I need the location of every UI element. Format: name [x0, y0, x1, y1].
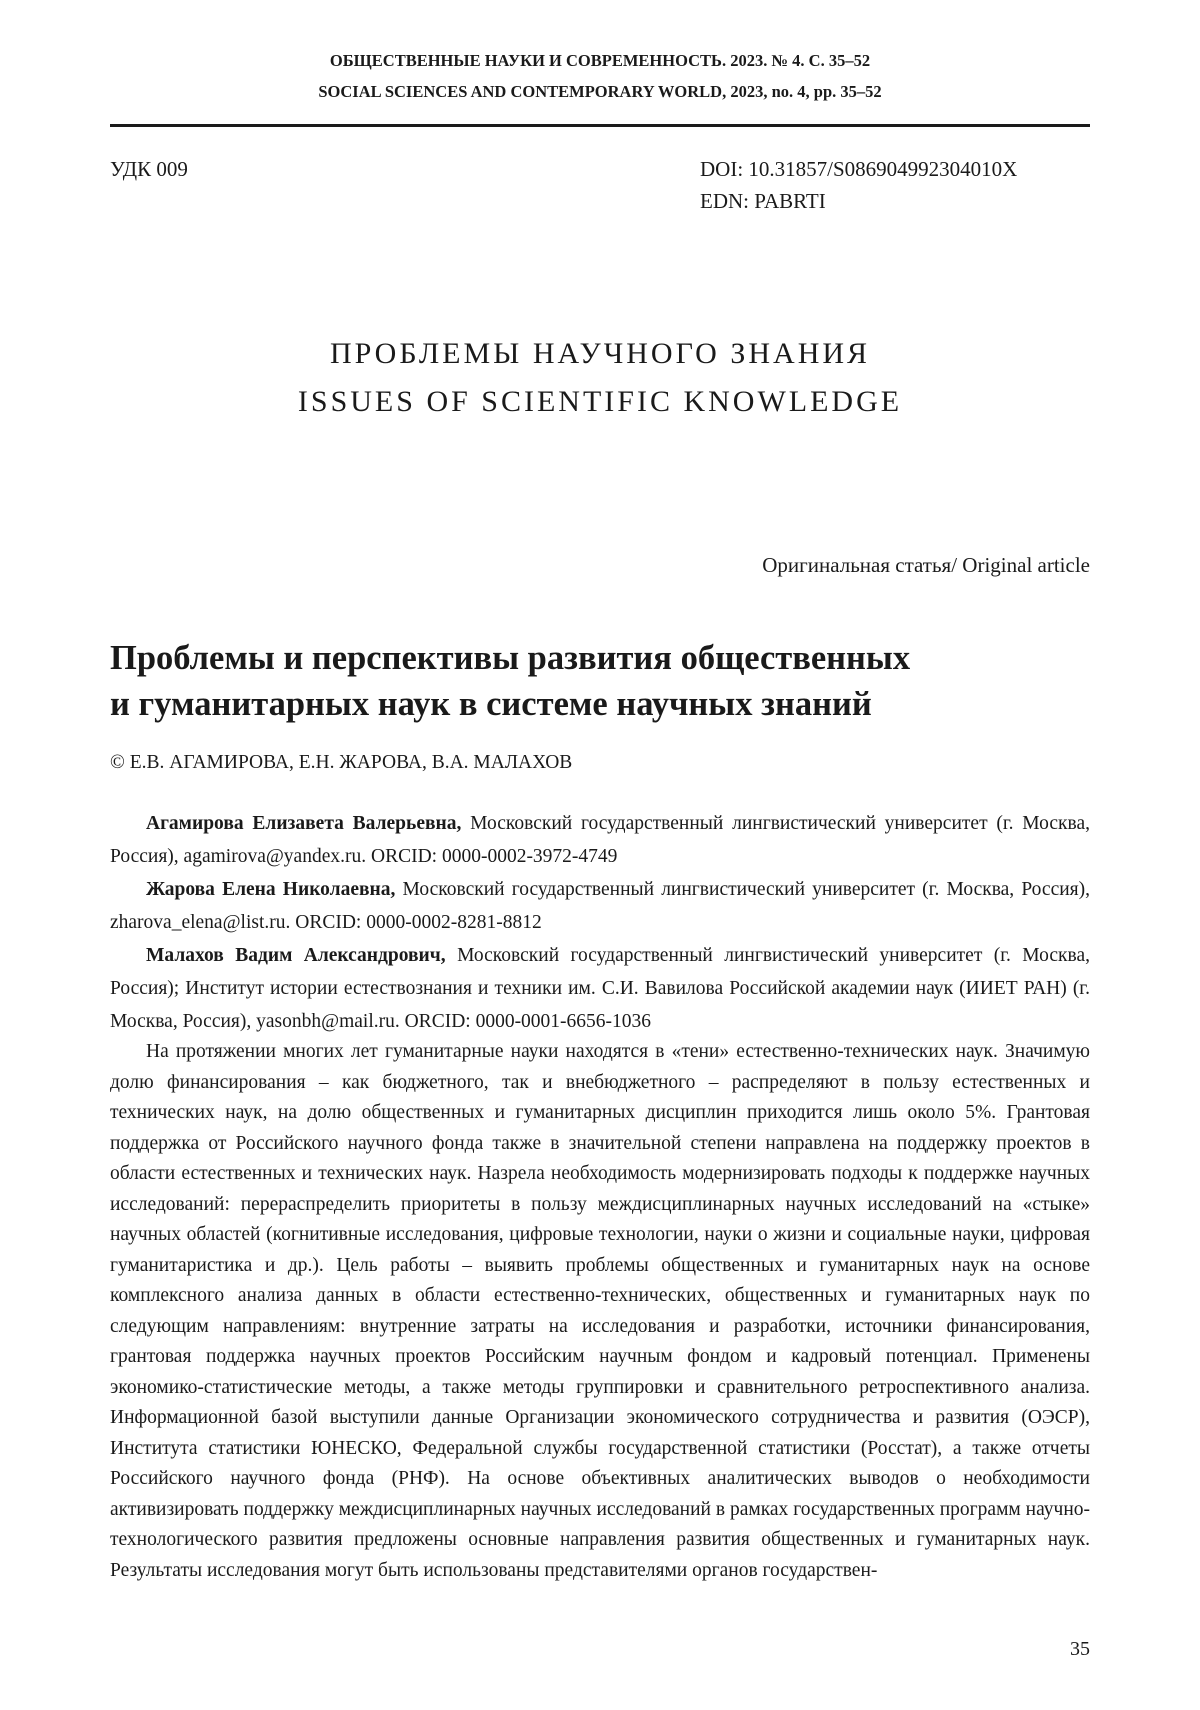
author-details: Московский государственный лингвистический университет (г. Москва, Россия), zharova_elena@list.ru. ORCID: 0000-0002-8281-8812 [110, 879, 1090, 933]
doi-link[interactable]: DOI: 10.31857/S086904992304010X [700, 157, 1018, 181]
author-name: Жарова Елена Николаевна, [146, 879, 396, 900]
author-details: Московский государственный лингвистический университет (г. Москва, Россия), agamirova@yandex.ru. ORCID: 0000-0002-3972-4749 [110, 813, 1090, 867]
page-number: 35 [1070, 1638, 1090, 1660]
article-type: Оригинальная статья/ Original article [762, 553, 1090, 577]
journal-line-ru: ОБЩЕСТВЕННЫЕ НАУКИ И СОВРЕМЕННОСТЬ. 2023. № 4. С. 35–52 [329, 51, 871, 70]
author-entry [110, 873, 1090, 939]
author-name: Агамирова Елизавета Валерьевна, [146, 813, 462, 834]
author-affiliations [110, 807, 1090, 1038]
section-heading [110, 330, 1090, 426]
abstract-text: На протяжении многих лет гуманитарные науки находятся в «тени» естественно-технических наук. Значимую долю финансирования – как бюджетного, так и внебюджетного – распределяют в пользу естественных и технических наук, на долю общественных и гуманитарных дисциплин приходится лишь около 5%. Грантовая поддержка от Российского научного фонда также в значительной степени направлена на поддержку проектов в области естественных и технических наук. Назрела необходимость модернизировать подходы к поддержке научных исследований: перераспределить приоритеты в пользу междисциплинарных научных исследований на «стыке» научных областей (когнитивные исследования, цифровые технологии, науки о жизни и социальные науки, цифровая гуманитаристика и др.). Цель работы – выявить проблемы общественных и гуманитарных наук на основе комплексного анализа данных в области естественно-технических, общественных и гуманитарных наук по следующим направлениям: внутренние затраты на исследования и разработки, источники финансирования, грантовая поддержка научных проектов Российским научным фондом и кадровый потенциал. Применены экономико-статистические методы, а также методы группировки и сравнительного ретроспективного анализа. Информационной базой выступили данные Организации экономического сотрудничества и развития (ОЭСР), Института статистики ЮНЕСКО, Федеральной службы государственной статистики (Росстат), а также отчеты Российского научного фонда (РНФ). На основе объективных аналитических выводов о необходимости активизировать поддержку междисциплинарных научных исследований в рамках государственных программ научно-технологического развития предложены основные направления развития общественных и гуманитарных наук. Результаты исследования могут быть использованы представителями органов государствен- [110, 1041, 1090, 1581]
journal-line-en: SOCIAL SCIENCES AND CONTEMPORARY WORLD, 2023, no. 4, pp. 35–52 [318, 82, 882, 101]
edn-code: EDN: PABRTI [700, 189, 826, 213]
section-title-ru: ПРОБЛЕМЫ НАУЧНОГО ЗНАНИЯ [329, 337, 871, 370]
journal-header [110, 45, 1090, 107]
section-title-en: ISSUES OF SCIENTIFIC KNOWLEDGE [297, 385, 903, 418]
author-name: Малахов Вадим Александрович, [146, 945, 446, 966]
article-title [110, 635, 1090, 727]
author-entry [110, 807, 1090, 873]
author-details: Московский государственный лингвистический университет (г. Москва, Россия); Институт истории естествознания и техники им. С.И. Вавилова Российской академии наук (ИИЕТ РАН) (г. Москва, Россия), yasonbh@mail.ru. ORCID: 0000-0001-6656-1036 [110, 945, 1090, 1032]
udk-code: УДК 009 [110, 157, 188, 181]
title-line-2: и гуманитарных наук в системе научных знаний [110, 685, 872, 723]
title-line-1: Проблемы и перспективы развития общественных [110, 639, 911, 677]
identifiers [700, 153, 1017, 217]
author-entry [110, 939, 1090, 1038]
header-divider [110, 124, 1090, 127]
copyright-authors: © Е.В. АГАМИРОВА, Е.Н. ЖАРОВА, В.А. МАЛАХОВ [110, 752, 573, 773]
